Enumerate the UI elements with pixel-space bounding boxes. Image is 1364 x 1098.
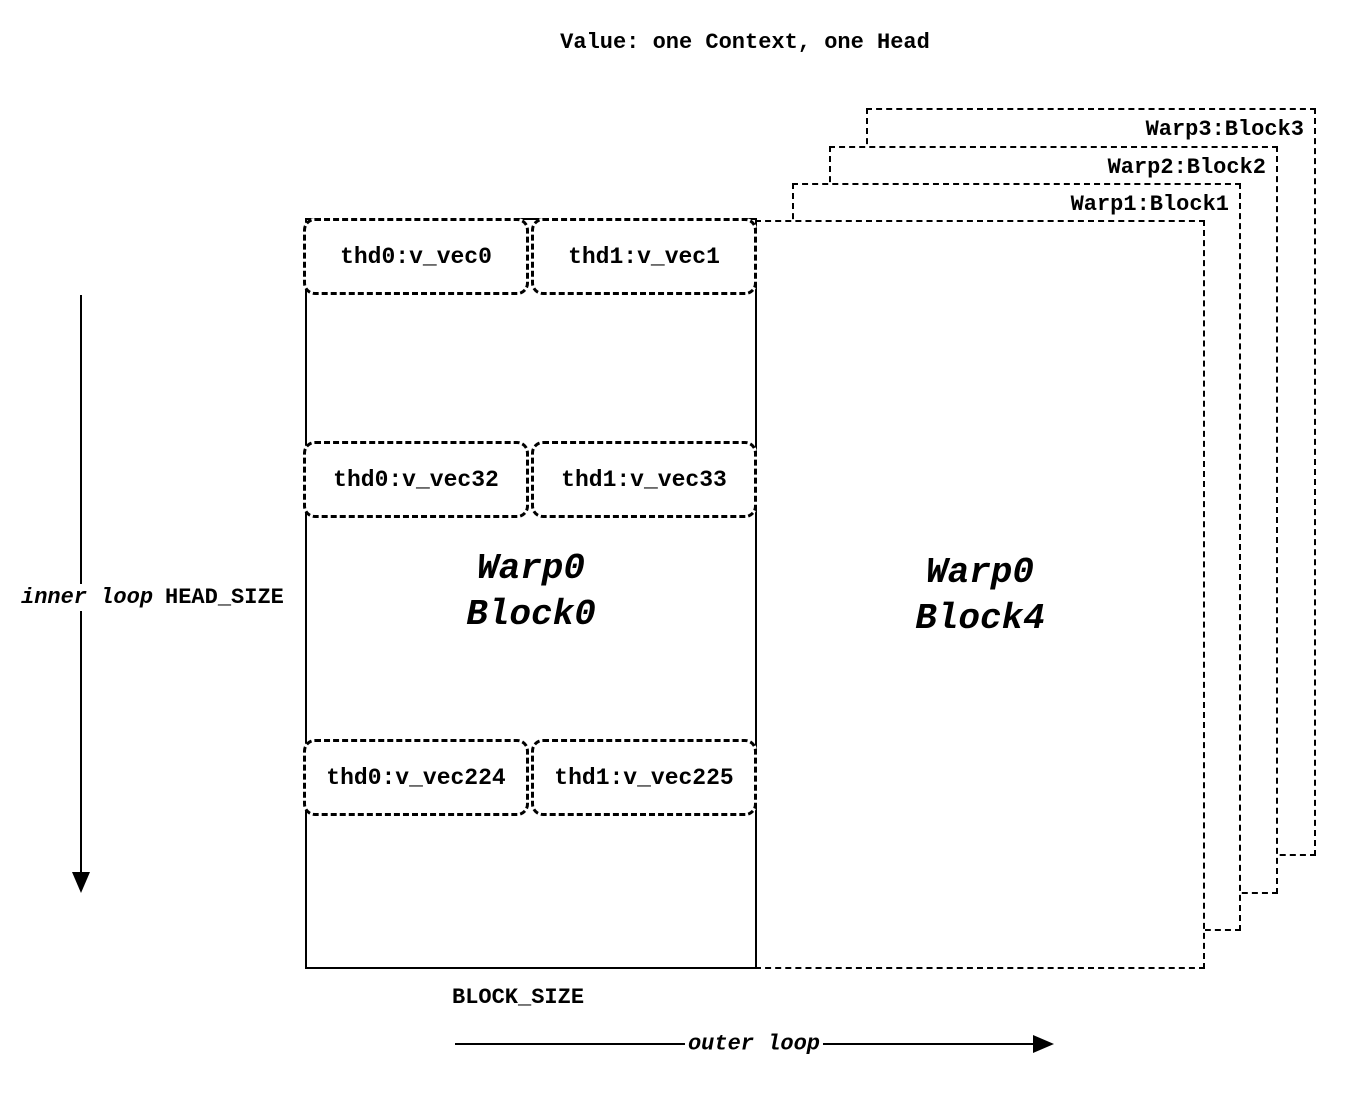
front-block-label: [757, 550, 1203, 642]
outer-loop-label: outer loop: [685, 1031, 823, 1058]
head-size-label: HEAD_SIZE: [165, 585, 284, 610]
outer-loop-arrowhead-icon: [1033, 1035, 1054, 1053]
thread-cell-label: thd1:v_vec1: [568, 243, 720, 270]
stacked-block-warp3-label: Warp3:Block3: [1145, 117, 1304, 142]
main-block-block-label: Block0: [466, 594, 596, 635]
inner-loop-axis-label: [18, 584, 287, 611]
stacked-block-warp1-label: Warp1:Block1: [1070, 192, 1229, 217]
inner-loop-arrowhead-icon: [72, 872, 90, 893]
thread-cell-label: thd1:v_vec225: [554, 764, 734, 791]
main-block-warp0-block0: [305, 218, 757, 969]
thread-cell-thd1-vvec33: [531, 441, 757, 518]
thread-cell-thd1-vvec225: [531, 739, 757, 816]
thread-cell-thd1-vvec1: [531, 218, 757, 295]
thread-cell-label: thd0:v_vec224: [326, 764, 506, 791]
inner-loop-label: inner loop: [21, 585, 154, 610]
main-block-label: [307, 546, 755, 638]
front-block-block-label: Block4: [915, 598, 1045, 639]
thread-cell-label: thd0:v_vec0: [340, 243, 492, 270]
front-block-warp0-block4: [755, 220, 1205, 969]
thread-cell-thd0-vvec0: [303, 218, 529, 295]
thread-cell-label: thd1:v_vec33: [561, 466, 727, 493]
thread-cell-thd0-vvec224: [303, 739, 529, 816]
stacked-block-warp2-label: Warp2:Block2: [1107, 155, 1266, 180]
thread-cell-label: thd0:v_vec32: [333, 466, 499, 493]
thread-cell-thd0-vvec32: [303, 441, 529, 518]
diagram-title: Value: one Context, one Head: [560, 30, 930, 55]
front-block-warp-label: Warp0: [925, 552, 1035, 593]
main-block-warp-label: Warp0: [476, 548, 586, 589]
block-size-label: BLOCK_SIZE: [449, 984, 587, 1011]
